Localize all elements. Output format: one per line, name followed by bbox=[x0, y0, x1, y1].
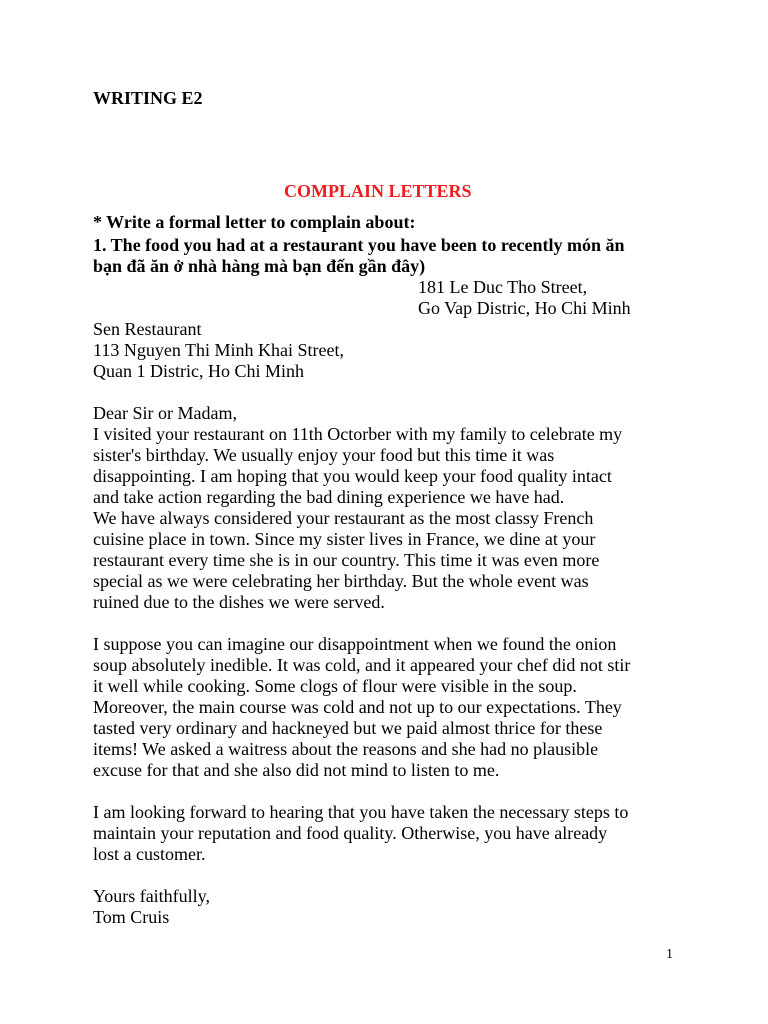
paragraph-4-line: I am looking forward to hearing that you have taken the necessary steps to bbox=[93, 802, 629, 822]
page-number: 1 bbox=[666, 947, 673, 962]
document-title: COMPLAIN LETTERS bbox=[284, 181, 472, 201]
paragraph-4-line: lost a customer. bbox=[93, 844, 206, 864]
document-heading: WRITING E2 bbox=[93, 88, 203, 108]
paragraph-4-line: maintain your reputation and food quality. Otherwise, you have already bbox=[93, 823, 608, 843]
closing: Yours faithfully, bbox=[93, 886, 211, 906]
paragraph-3-line: it well while cooking. Some clogs of flour were visible in the soup. bbox=[93, 676, 577, 696]
paragraph-2-line: special as we were celebrating her birthday. But the whole event was bbox=[93, 571, 589, 591]
paragraph-3-line: items! We asked a waitress about the reasons and she had no plausible bbox=[93, 739, 599, 759]
paragraph-2-line: We have always considered your restaurant as the most classy French bbox=[93, 508, 594, 528]
paragraph-1-line: sister's birthday. We usually enjoy your food but this time it was bbox=[93, 445, 555, 465]
paragraph-2-line: restaurant every time she is in our country. This time it was even more bbox=[93, 550, 600, 570]
paragraph-3-line: Moreover, the main course was cold and not up to our expectations. They bbox=[93, 697, 622, 717]
paragraph-2-line: ruined due to the dishes we were served. bbox=[93, 592, 385, 612]
recipient-name: Sen Restaurant bbox=[93, 319, 202, 339]
sender-address-line-2: Go Vap Distric, Ho Chi Minh bbox=[418, 298, 631, 318]
recipient-street: 113 Nguyen Thi Minh Khai Street, bbox=[93, 340, 344, 360]
paragraph-2-line: cuisine place in town. Since my sister lives in France, we dine at your bbox=[93, 529, 596, 549]
paragraph-3-line: soup absolutely inedible. It was cold, and it appeared your chef did not stir bbox=[93, 655, 631, 675]
paragraph-3-line: I suppose you can imagine our disappointment when we found the onion bbox=[93, 634, 617, 654]
sender-address-line-1: 181 Le Duc Tho Street, bbox=[418, 277, 588, 297]
paragraph-3-line: excuse for that and she also did not mind to listen to me. bbox=[93, 760, 500, 780]
paragraph-3-line: tasted very ordinary and hackneyed but we paid almost thrice for these bbox=[93, 718, 603, 738]
paragraph-1-line: and take action regarding the bad dining experience we have had. bbox=[93, 487, 565, 507]
signature: Tom Cruis bbox=[93, 907, 170, 927]
recipient-city: Quan 1 Distric, Ho Chi Minh bbox=[93, 361, 304, 381]
task-instruction: * Write a formal letter to complain about: bbox=[93, 212, 416, 232]
task-prompt-line-1: 1. The food you had at a restaurant you have been to recently món ăn bbox=[93, 235, 625, 255]
task-prompt-line-2: bạn đã ăn ở nhà hàng mà bạn đến gần đây) bbox=[93, 256, 426, 276]
paragraph-1-line: disappointing. I am hoping that you would keep your food quality intact bbox=[93, 466, 612, 486]
salutation: Dear Sir or Madam, bbox=[93, 403, 237, 423]
paragraph-1-line: I visited your restaurant on 11th Octorber with my family to celebrate my bbox=[93, 424, 623, 444]
